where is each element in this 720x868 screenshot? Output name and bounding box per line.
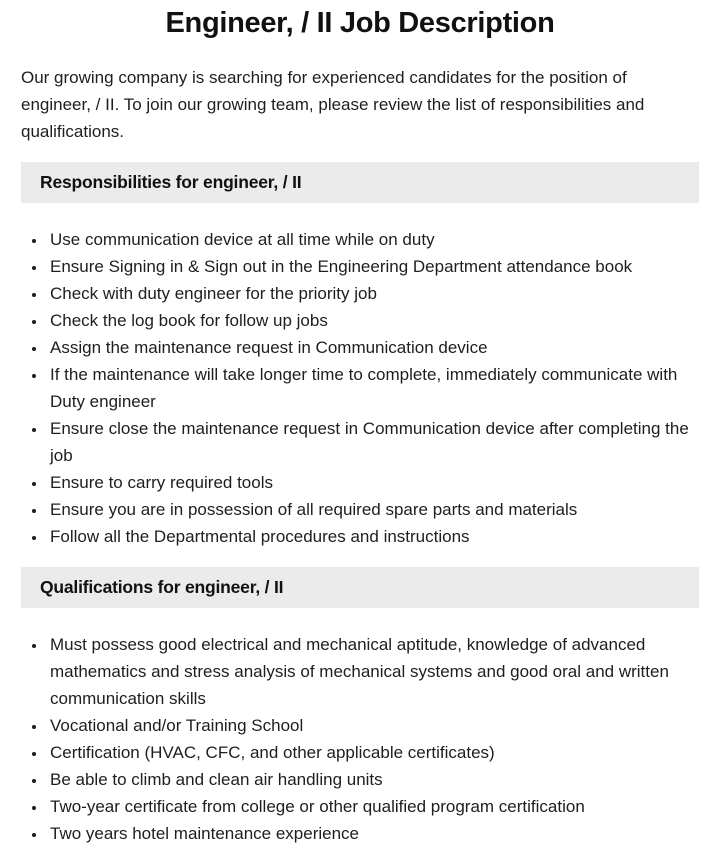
intro-paragraph: Our growing company is searching for experienced candidates for the position of engineer, / II. To join our growing team, please review the list of responsibilities and qualifications. — [21, 68, 645, 141]
list-item: • Ensure close the maintenance request in Communication device after completing the job — [47, 415, 699, 469]
list-item: • Check the log book for follow up jobs — [47, 307, 699, 334]
list-item: • Two-year certificate from college or other qualified program certification — [47, 793, 699, 820]
list-item: • Certification (HVAC, CFC, and other applicable certificates) — [47, 739, 699, 766]
qualifications-section — [0, 567, 720, 847]
list-item: • Vocational and/or Training School — [47, 712, 699, 739]
list-item: • If the maintenance will take longer time to complete, immediately communicate with Duty engineer — [47, 361, 699, 415]
list-item: • Two years hotel maintenance experience — [47, 820, 699, 847]
list-item: • Follow all the Departmental procedures and instructions — [47, 523, 699, 550]
responsibilities-heading: Responsibilities for engineer, / II — [40, 172, 302, 192]
list-item: • Check with duty engineer for the priority job — [47, 280, 699, 307]
responsibilities-section-header — [21, 162, 699, 203]
page-title: Engineer, / II Job Description — [165, 7, 555, 39]
qualifications-list — [21, 631, 699, 847]
qualifications-section-header — [21, 567, 699, 608]
list-item: • Must possess good electrical and mechanical aptitude, knowledge of advanced mathematics and stress analysis of mechanical systems and good oral and written communication skills — [47, 631, 699, 712]
list-item: • Ensure Signing in & Sign out in the Engineering Department attendance book — [47, 253, 699, 280]
qualifications-heading: Qualifications for engineer, / II — [40, 577, 284, 597]
responsibilities-list — [21, 226, 699, 550]
list-item: • Assign the maintenance request in Communication device — [47, 334, 699, 361]
list-item: • Be able to climb and clean air handling units — [47, 766, 699, 793]
list-item: • Ensure to carry required tools — [47, 469, 699, 496]
list-item: • Use communication device at all time while on duty — [47, 226, 699, 253]
list-item: • Ensure you are in possession of all required spare parts and materials — [47, 496, 699, 523]
responsibilities-section — [0, 162, 720, 550]
